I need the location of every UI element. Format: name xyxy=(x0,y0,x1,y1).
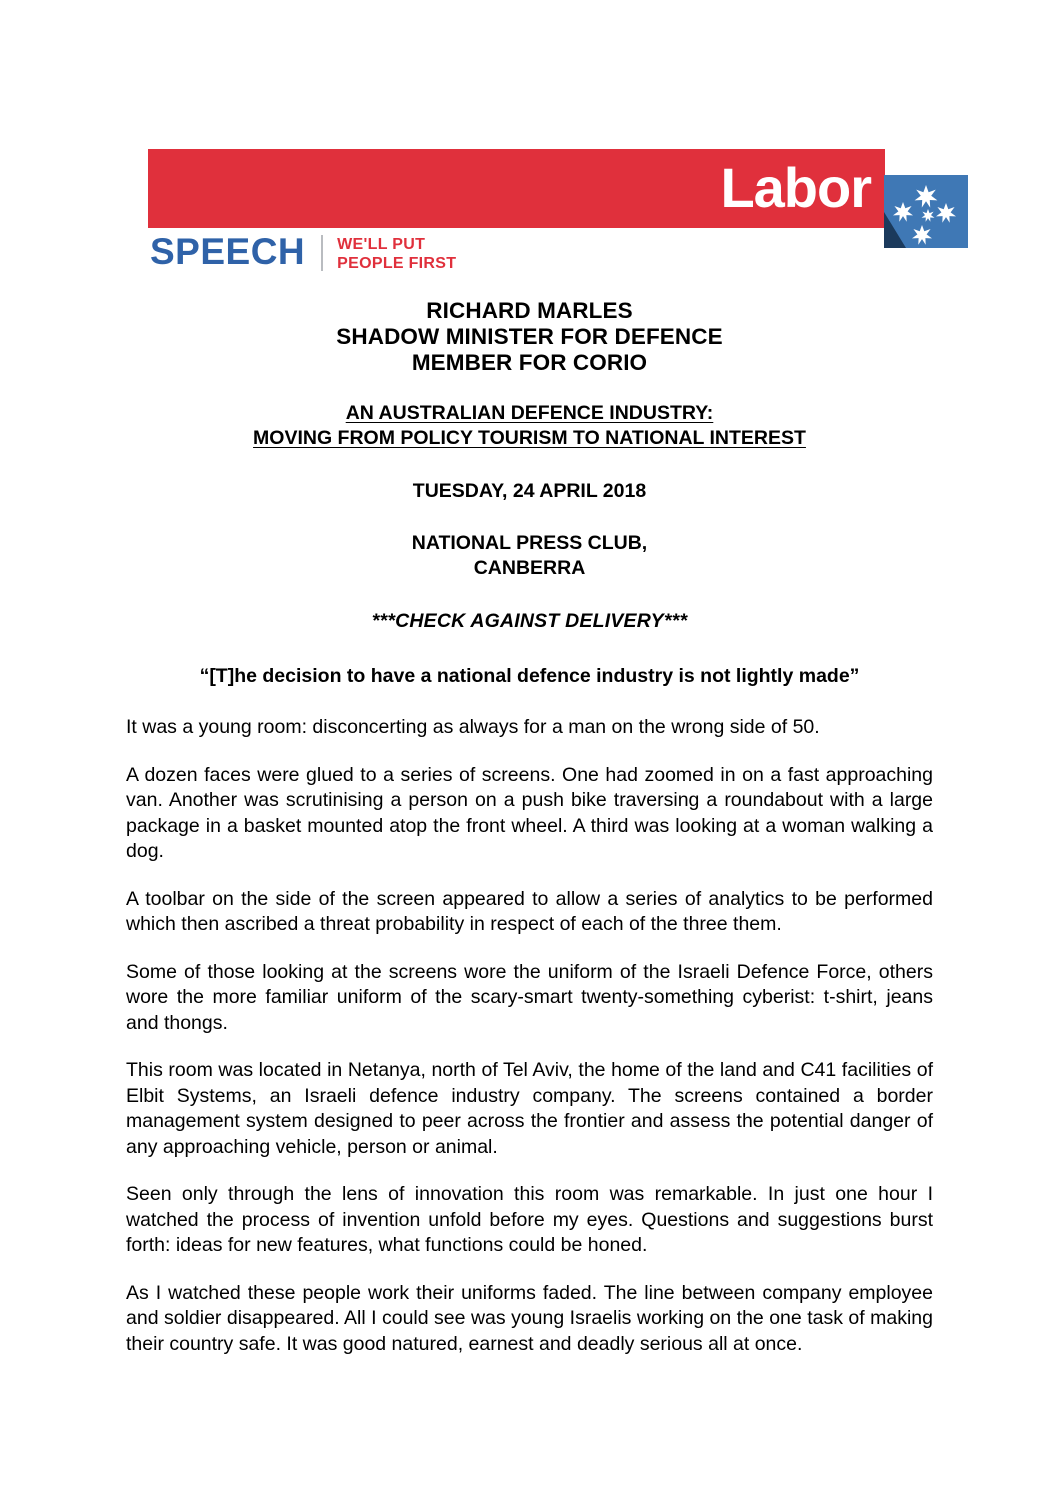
speech-lockup xyxy=(150,232,456,274)
delivery-notice: ***CHECK AGAINST DELIVERY*** xyxy=(371,610,688,632)
tagline-line-1: WE'LL PUT xyxy=(337,236,426,253)
subject-line-2: MOVING FROM POLICY TOURISM TO NATIONAL INTEREST xyxy=(253,427,806,449)
paragraph: It was a young room: disconcerting as always for a man on the wrong side of 50. xyxy=(126,716,820,738)
pull-quote: “[T]he decision to have a national defence industry is not lightly made” xyxy=(199,665,860,687)
paragraph: A toolbar on the side of the screen appeared to allow a series of analytics to be performed which then ascribed a threat probability in respect of each of the three them. xyxy=(126,887,933,935)
speaker-name: RICHARD MARLES xyxy=(426,298,633,323)
red-banner xyxy=(148,149,885,228)
venue-line-1: NATIONAL PRESS CLUB, xyxy=(411,532,648,554)
paragraph: Some of those looking at the screens wore the uniform of the Israeli Defence Force, others wore the more familiar uniform of the scary-smart twenty-something cyberist: t-shirt, jeans and thongs. xyxy=(126,960,933,1034)
speech-venue xyxy=(126,531,933,581)
speaker-heading xyxy=(126,298,933,376)
speech-date: TUESDAY, 24 APRIL 2018 xyxy=(412,480,647,502)
subject-line-1: AN AUSTRALIAN DEFENCE INDUSTRY: xyxy=(345,402,714,424)
southern-cross-stars-icon xyxy=(884,175,968,248)
speech-subject xyxy=(126,401,933,451)
tagline-line-2: PEOPLE FIRST xyxy=(337,255,457,272)
tagline xyxy=(337,232,456,273)
venue-line-2: CANBERRA xyxy=(473,557,586,579)
document-content xyxy=(126,298,933,1357)
paragraph: Seen only through the lens of innovation this room was remarkable. In just one hour I watched the process of invention unfold before my eyes. Questions and suggestions burst forth: ideas for new features, what functions could be honed. xyxy=(126,1183,933,1256)
masthead-logo xyxy=(148,149,968,274)
lockup-divider xyxy=(321,235,323,271)
body-copy xyxy=(126,715,933,1357)
speaker-electorate: MEMBER FOR CORIO xyxy=(411,350,648,375)
speaker-role: SHADOW MINISTER FOR DEFENCE xyxy=(336,324,723,349)
southern-cross-flag-icon xyxy=(884,175,968,248)
speech-wordmark: SPEECH xyxy=(150,231,306,272)
labor-wordmark: Labor xyxy=(720,155,871,219)
paragraph: This room was located in Netanya, north of Tel Aviv, the home of the land and C41 facilities of Elbit Systems, an Israeli defence industry company. The screens contained a border management system designed to peer across the frontier and assess the potential danger of any approaching vehicle, person or animal. xyxy=(126,1059,933,1158)
paragraph: As I watched these people work their uniforms faded. The line between company employee and soldier disappeared. All I could see was young Israelis working on the one task of making their country safe. It was good natured, earnest and deadly serious all at once. xyxy=(126,1281,933,1355)
paragraph: A dozen faces were glued to a series of screens. One had zoomed in on a fast approaching van. Another was scrutinising a person on a push bike traversing a roundabout with a large package in a basket mounted atop the front wheel. A third was looking at a woman walking a dog. xyxy=(126,763,933,862)
